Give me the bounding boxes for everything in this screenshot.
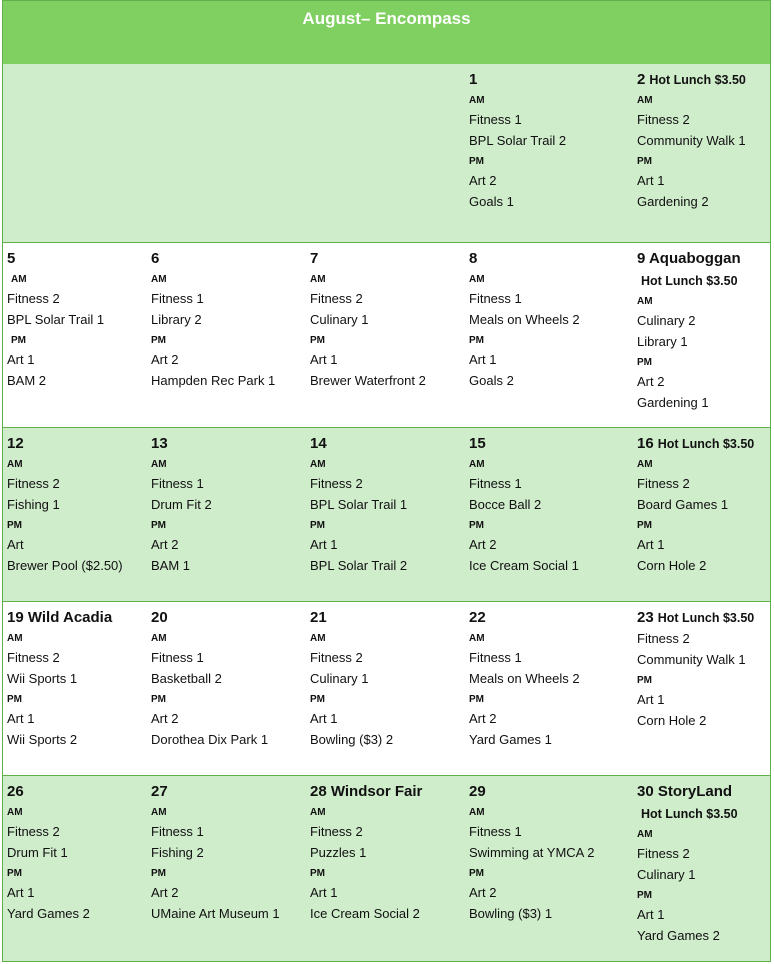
activity-item: Bowling ($3) 1 <box>469 906 553 921</box>
activity-item: Art 1 <box>7 352 35 367</box>
calendar <box>2 0 771 962</box>
activity-item: BPL Solar Trail 2 <box>310 558 408 573</box>
day-number <box>151 435 168 453</box>
day-cell <box>151 428 301 601</box>
activity-item: BPL Solar Trail 1 <box>310 497 408 512</box>
calendar-title: August– Encompass <box>302 9 471 28</box>
am-label: AM <box>151 807 167 818</box>
activity-item: Fitness 2 <box>637 846 690 861</box>
activity-item: Art <box>7 537 24 552</box>
hot-lunch-note: Hot Lunch $3.50 <box>641 274 738 288</box>
activity-item: Fitness 1 <box>469 824 522 839</box>
activity-item: Goals 1 <box>469 194 514 209</box>
activity-item: Fitness 1 <box>469 112 522 127</box>
am-label: AM <box>469 633 485 644</box>
day-number <box>151 250 159 268</box>
activity-item: UMaine Art Museum 1 <box>151 906 280 921</box>
pm-label: PM <box>469 868 484 879</box>
activity-item: Fitness 2 <box>310 824 363 839</box>
activity-item: Gardening 2 <box>637 194 709 209</box>
pm-label: PM <box>469 694 484 705</box>
day-number <box>469 435 486 453</box>
day-cell <box>310 243 460 427</box>
activity-item: Gardening 1 <box>637 395 709 410</box>
activity-item: Art 1 <box>637 537 665 552</box>
day-cell <box>637 64 774 242</box>
day-number-text: 22 <box>469 609 486 626</box>
activity-item: Fitness 1 <box>151 291 204 306</box>
pm-label: PM <box>310 520 325 531</box>
am-label: AM <box>151 459 167 470</box>
day-number <box>151 783 168 801</box>
activity-item: Culinary 1 <box>637 867 696 882</box>
day-number-text: 20 <box>151 609 168 626</box>
day-number <box>637 250 741 268</box>
activity-item: Fitness 2 <box>310 476 363 491</box>
day-cell <box>637 428 774 601</box>
day-cell <box>637 602 774 775</box>
week-row <box>2 243 771 428</box>
day-cell <box>469 776 619 961</box>
am-label: AM <box>469 807 485 818</box>
am-label: AM <box>310 274 326 285</box>
day-number-text: 1 <box>469 71 478 88</box>
activity-item: Meals on Wheels 2 <box>469 312 580 327</box>
day-cell <box>151 602 301 775</box>
activity-item: Brewer Pool ($2.50) <box>7 558 123 573</box>
day-number-text: 29 <box>469 783 486 800</box>
day-number-text: 27 <box>151 783 168 800</box>
day-number <box>469 783 486 801</box>
am-label: AM <box>7 459 23 470</box>
day-number-text: 26 <box>7 783 24 800</box>
pm-label: PM <box>7 868 22 879</box>
day-cell <box>310 776 460 961</box>
day-number-text: 7 <box>310 250 319 267</box>
day-number <box>310 250 318 268</box>
day-cell <box>637 776 774 961</box>
day-number <box>151 609 168 627</box>
day-number-text: 2 Hot Lunch $3.50 <box>637 71 746 88</box>
activity-item: Art 2 <box>469 173 497 188</box>
activity-item: Fitness 2 <box>7 291 60 306</box>
activity-item: Fitness 1 <box>469 476 522 491</box>
activity-item: Wii Sports 1 <box>7 671 78 686</box>
day-number-text: 21 <box>310 609 327 626</box>
hot-lunch-note: Hot Lunch $3.50 <box>641 807 738 821</box>
activity-item: Basketball 2 <box>151 671 222 686</box>
pm-label: PM <box>637 156 652 167</box>
day-cell <box>637 243 774 427</box>
day-number-text: 16 Hot Lunch $3.50 <box>637 435 755 452</box>
week-row <box>2 602 771 776</box>
day-number-text: 15 <box>469 435 486 452</box>
week-row <box>2 428 771 602</box>
day-cell <box>469 428 619 601</box>
week-row <box>2 776 771 962</box>
activity-item: Ice Cream Social 2 <box>310 906 420 921</box>
pm-label: PM <box>637 675 652 686</box>
pm-label: PM <box>637 890 652 901</box>
activity-item: Art 1 <box>310 352 338 367</box>
am-label: AM <box>637 296 653 307</box>
day-number <box>310 783 422 801</box>
activity-item: Fishing 2 <box>151 845 204 860</box>
activity-item: Dorothea Dix Park 1 <box>151 732 269 747</box>
pm-label: PM <box>310 335 325 346</box>
activity-item: Swimming at YMCA 2 <box>469 845 595 860</box>
day-number <box>637 71 746 89</box>
activity-item: Library 2 <box>151 312 202 327</box>
activity-item: Art 2 <box>469 711 497 726</box>
activity-item: Art 1 <box>7 711 35 726</box>
day-number <box>637 435 754 453</box>
activity-item: Community Walk 1 <box>637 133 746 148</box>
activity-item: Fitness 2 <box>637 631 690 646</box>
activity-item: Meals on Wheels 2 <box>469 671 580 686</box>
day-number <box>469 609 486 627</box>
day-cell <box>7 428 157 601</box>
pm-label: PM <box>151 520 166 531</box>
day-cell <box>151 243 301 427</box>
am-label: AM <box>637 459 653 470</box>
activity-item: BPL Solar Trail 2 <box>469 133 567 148</box>
day-number <box>469 250 477 268</box>
activity-item: Fitness 2 <box>637 112 690 127</box>
activity-item: Fitness 2 <box>7 476 60 491</box>
day-cell <box>469 602 619 775</box>
am-label: AM <box>310 633 326 644</box>
calendar-header <box>2 0 771 65</box>
day-cell <box>7 602 157 775</box>
activity-item: Puzzles 1 <box>310 845 367 860</box>
activity-item: Fitness 1 <box>151 650 204 665</box>
activity-item: Art 1 <box>637 173 665 188</box>
day-cell <box>310 602 460 775</box>
activity-item: Fitness 1 <box>151 476 204 491</box>
day-number-text: 28 Windsor Fair <box>310 783 423 800</box>
activity-item: Yard Games 2 <box>637 928 720 943</box>
pm-label: PM <box>469 520 484 531</box>
day-number <box>469 71 477 89</box>
day-number <box>310 435 327 453</box>
activity-item: Art 2 <box>469 885 497 900</box>
day-cell <box>310 428 460 601</box>
day-number-text: 9 Aquaboggan <box>637 250 741 267</box>
day-cell <box>7 776 157 961</box>
pm-label: PM <box>7 694 22 705</box>
am-label: AM <box>637 829 653 840</box>
pm-label: PM <box>469 335 484 346</box>
activity-item: Board Games 1 <box>637 497 729 512</box>
am-label: AM <box>151 633 167 644</box>
day-number-text: 19 Wild Acadia <box>7 609 113 626</box>
activity-item: Art 1 <box>310 537 338 552</box>
activity-item: Yard Games 2 <box>7 906 90 921</box>
day-number <box>637 609 754 627</box>
day-number-text: 23 Hot Lunch $3.50 <box>637 609 755 626</box>
pm-label: PM <box>469 156 484 167</box>
am-label: AM <box>7 807 23 818</box>
day-cell <box>469 243 619 427</box>
activity-item: Ice Cream Social 1 <box>469 558 579 573</box>
am-label: AM <box>637 95 653 106</box>
am-label: AM <box>11 274 27 285</box>
activity-item: BPL Solar Trail 1 <box>7 312 105 327</box>
activity-item: Art 1 <box>310 711 338 726</box>
day-number <box>7 783 24 801</box>
pm-label: PM <box>310 694 325 705</box>
day-number-text: 30 StoryLand <box>637 783 733 800</box>
pm-label: PM <box>151 335 166 346</box>
day-number-text: 14 <box>310 435 327 452</box>
day-number-text: 8 <box>469 250 478 267</box>
day-number-text: 13 <box>151 435 168 452</box>
activity-item: Corn Hole 2 <box>637 713 707 728</box>
am-label: AM <box>310 459 326 470</box>
activity-item: Art 1 <box>637 692 665 707</box>
activity-item: Fishing 1 <box>7 497 60 512</box>
am-label: AM <box>469 95 485 106</box>
day-number <box>637 783 732 801</box>
activity-item: Culinary 2 <box>637 313 696 328</box>
activity-item: Art 2 <box>151 711 179 726</box>
day-number-text: 12 <box>7 435 24 452</box>
activity-item: Bowling ($3) 2 <box>310 732 394 747</box>
activity-item: Fitness 2 <box>310 291 363 306</box>
activity-item: Art 1 <box>637 907 665 922</box>
day-number <box>7 250 15 268</box>
activity-item: Art 2 <box>151 352 179 367</box>
pm-label: PM <box>151 694 166 705</box>
activity-item: Hampden Rec Park 1 <box>151 373 276 388</box>
am-label: AM <box>469 274 485 285</box>
activity-item: Goals 2 <box>469 373 514 388</box>
activity-item: Fitness 2 <box>7 650 60 665</box>
activity-item: Culinary 1 <box>310 312 369 327</box>
activity-item: Fitness 1 <box>469 650 522 665</box>
activity-item: Fitness 1 <box>151 824 204 839</box>
activity-item: Drum Fit 2 <box>151 497 212 512</box>
day-number <box>7 435 24 453</box>
day-cell <box>7 243 160 427</box>
hot-lunch-note: Hot Lunch $3.50 <box>657 611 755 625</box>
activity-item: Fitness 1 <box>469 291 522 306</box>
activity-item: Culinary 1 <box>310 671 369 686</box>
activity-item: Library 1 <box>637 334 688 349</box>
activity-item: Fitness 2 <box>7 824 60 839</box>
week-row <box>2 64 771 243</box>
activity-item: Community Walk 1 <box>637 652 746 667</box>
day-number-text: 5 <box>7 250 16 267</box>
pm-label: PM <box>310 868 325 879</box>
pm-label: PM <box>11 335 26 346</box>
activity-item: Brewer Waterfront 2 <box>310 373 426 388</box>
day-cell <box>151 776 301 961</box>
am-label: AM <box>7 633 23 644</box>
am-label: AM <box>469 459 485 470</box>
activity-item: Art 2 <box>469 537 497 552</box>
day-number-text: 6 <box>151 250 160 267</box>
activity-item: Fitness 2 <box>637 476 690 491</box>
activity-item: Drum Fit 1 <box>7 845 68 860</box>
activity-item: BAM 1 <box>151 558 191 573</box>
day-number <box>310 609 327 627</box>
am-label: AM <box>310 807 326 818</box>
hot-lunch-note: Hot Lunch $3.50 <box>657 437 755 451</box>
activity-item: Yard Games 1 <box>469 732 552 747</box>
activity-item: BAM 2 <box>7 373 47 388</box>
activity-item: Art 2 <box>637 374 665 389</box>
activity-item: Wii Sports 2 <box>7 732 78 747</box>
activity-item: Art 1 <box>310 885 338 900</box>
pm-label: PM <box>7 520 22 531</box>
activity-item: Art 2 <box>151 885 179 900</box>
activity-item: Corn Hole 2 <box>637 558 707 573</box>
pm-label: PM <box>151 868 166 879</box>
am-label: AM <box>151 274 167 285</box>
activity-item: Art 2 <box>151 537 179 552</box>
hot-lunch-note: Hot Lunch $3.50 <box>649 73 746 87</box>
day-number <box>7 609 112 627</box>
activity-item: Art 1 <box>7 885 35 900</box>
activity-item: Bocce Ball 2 <box>469 497 542 512</box>
activity-item: Fitness 2 <box>310 650 363 665</box>
pm-label: PM <box>637 520 652 531</box>
day-cell <box>469 64 619 242</box>
activity-item: Art 1 <box>469 352 497 367</box>
pm-label: PM <box>637 357 652 368</box>
